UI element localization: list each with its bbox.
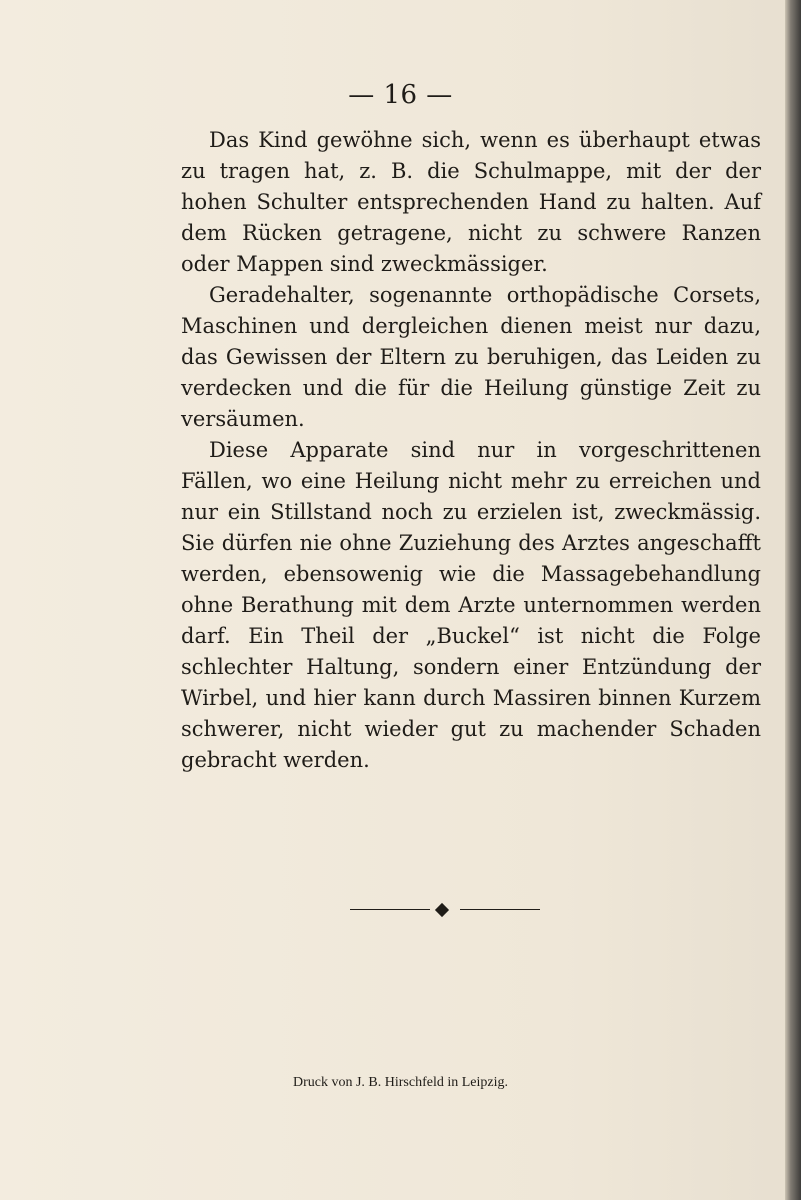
page-number: — 16 —	[348, 80, 453, 110]
printer-imprint: Druck von J. B. Hirschfeld in Leipzig.	[292, 1075, 508, 1090]
divider-line-right	[460, 909, 540, 910]
main-text	[181, 125, 761, 776]
divider-line-left	[350, 909, 430, 910]
paragraph-3: Diese Apparate sind nur in vorgeschrittenen Fällen, wo eine Heilung nicht mehr zu erreichen und nur ein Stillstand noch zu erzielen ist, zweckmässig. Sie dürfen nie ohne Zuziehung des Arztes angeschafft werden, ebensowenig wie die Massagebehandlung ohne Berathung mit dem Arzte unternommen werden darf. Ein Theil der „Buckel“ ist nicht die Folge schlechter Haltung, sondern einer Entzündung der Wirbel, und hier kann durch Massiren binnen Kurzem schwerer, nicht wieder gut zu machender Schaden gebracht werden.	[181, 438, 761, 772]
paragraph-1: Das Kind gewöhne sich, wenn es überhaupt etwas zu tragen hat, z. B. die Schulmappe, mit der der hohen Schulter entsprechenden Hand zu halten. Auf dem Rücken getragene, nicht zu schwere Ranzen oder Mappen sind zweckmässiger.	[181, 128, 761, 276]
divider-diamond-icon	[435, 903, 449, 917]
section-divider	[350, 905, 540, 915]
page-edge-shadow	[785, 0, 801, 1200]
paragraph-2: Geradehalter, sogenannte orthopädische Corsets, Maschinen und dergleichen dienen meist nur dazu, das Gewissen der Eltern zu beruhigen, das Leiden zu verdecken und die für die Heilung günstige Zeit zu versäumen.	[181, 283, 761, 431]
